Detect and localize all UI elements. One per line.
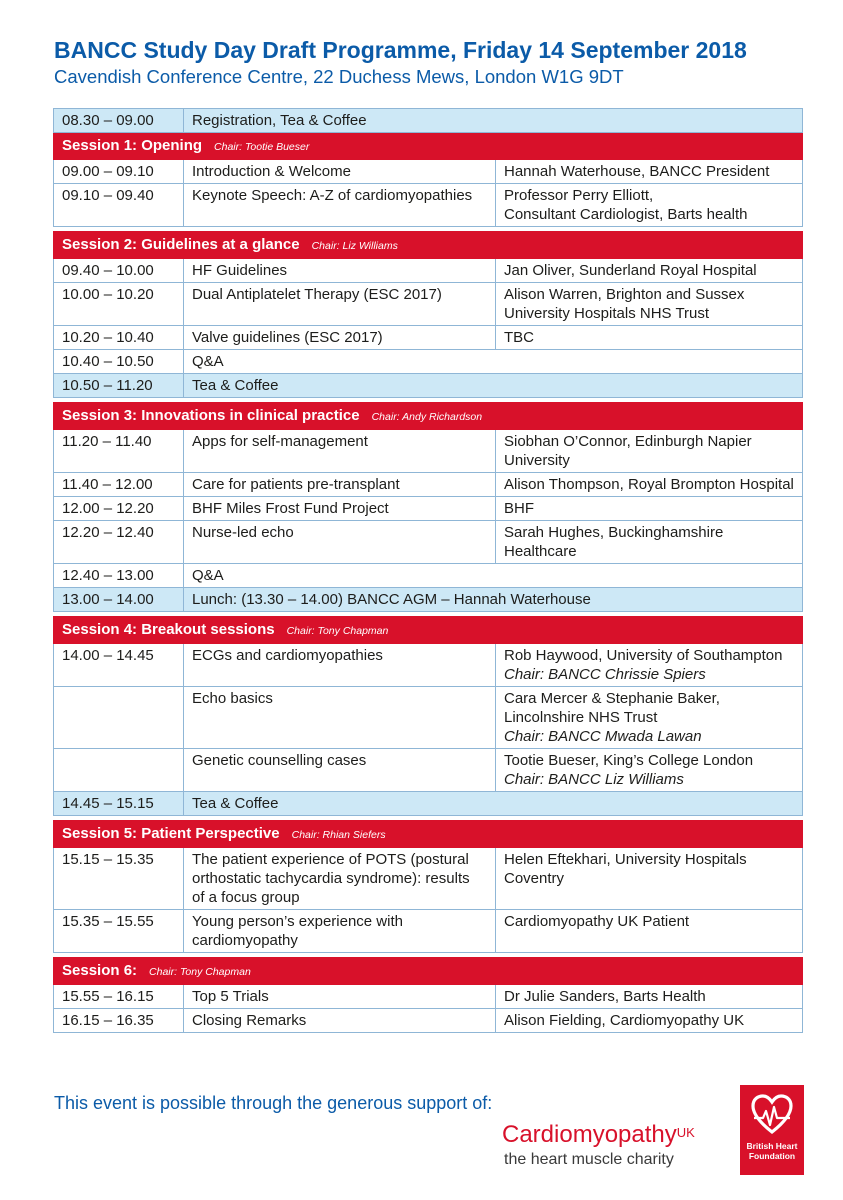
speaker-line: Siobhan O’Connor, Edinburgh Napier xyxy=(504,433,752,450)
time-cell: 09.10 – 09.40 xyxy=(54,184,184,227)
session-label: Session 3: Innovations in clinical practice xyxy=(62,407,360,424)
time-cell: 12.00 – 12.20 xyxy=(54,497,184,521)
title-line: The patient experience of POTS (postural xyxy=(192,851,469,868)
title-cell: Tea & Coffee xyxy=(184,374,803,398)
time-cell: 09.40 – 10.00 xyxy=(54,259,184,283)
time-cell: 12.20 – 12.40 xyxy=(54,521,184,564)
programme-table xyxy=(53,108,803,1033)
session-label: Session 2: Guidelines at a glance xyxy=(62,236,300,253)
time-cell: 10.00 – 10.20 xyxy=(54,283,184,326)
bhf-name: British Heart Foundation xyxy=(746,1141,798,1161)
table-row xyxy=(54,521,803,564)
speaker-cell: Jan Oliver, Sunderland Royal Hospital xyxy=(496,259,803,283)
time-cell: 12.40 – 13.00 xyxy=(54,564,184,588)
table-row xyxy=(54,283,803,326)
support-text: This event is possible through the generous support of: xyxy=(54,1093,493,1113)
table-row xyxy=(54,848,803,910)
title-cell: Q&A xyxy=(184,564,803,588)
speaker-cell xyxy=(496,687,803,749)
title-cell: Dual Antiplatelet Therapy (ESC 2017) xyxy=(184,283,496,326)
speaker-line: University xyxy=(504,452,570,469)
heart-icon xyxy=(748,1091,796,1139)
time-cell: 09.00 – 09.10 xyxy=(54,160,184,184)
time-cell xyxy=(54,749,184,792)
title-cell: Introduction & Welcome xyxy=(184,160,496,184)
title-line: orthostatic tachycardia syndrome): results xyxy=(192,870,470,887)
breakout-chair: Chair: BANCC Chrissie Spiers xyxy=(504,666,706,683)
table-row xyxy=(54,160,803,184)
time-cell: 15.35 – 15.55 xyxy=(54,910,184,953)
speaker-cell xyxy=(496,184,803,227)
cuk-wordmark: Cardiomyopathy$^{UK}$ xyxy=(502,1121,695,1148)
speaker-cell: TBC xyxy=(496,326,803,350)
title-cell: Genetic counselling cases xyxy=(184,749,496,792)
speaker-cell xyxy=(496,848,803,910)
speaker-cell: BHF xyxy=(496,497,803,521)
time-cell: 13.00 – 14.00 xyxy=(54,588,184,612)
speaker-cell: Alison Thompson, Royal Brompton Hospital xyxy=(496,473,803,497)
time-cell: 11.20 – 11.40 xyxy=(54,430,184,473)
table-row xyxy=(54,374,803,398)
session-label: Session 4: Breakout sessions xyxy=(62,621,275,638)
session-header xyxy=(54,821,803,848)
title-line: Young person’s experience with xyxy=(192,913,403,930)
title-cell: Registration, Tea & Coffee xyxy=(184,109,803,133)
speaker-cell: Alison Fielding, Cardiomyopathy UK xyxy=(496,1009,803,1033)
session-header xyxy=(54,617,803,644)
title-line: of a focus group xyxy=(192,889,300,906)
speaker-cell: Sarah Hughes, Buckinghamshire Healthcare xyxy=(496,521,803,564)
table-row xyxy=(54,350,803,374)
breakout-chair: Chair: BANCC Mwada Lawan xyxy=(504,728,702,745)
speaker-line: Alison Warren, Brighton and Sussex xyxy=(504,286,745,303)
speaker-line: Coventry xyxy=(504,870,565,887)
title-cell xyxy=(184,910,496,953)
table-row xyxy=(54,430,803,473)
speaker-line: Cara Mercer & Stephanie Baker, xyxy=(504,690,720,707)
table-row xyxy=(54,473,803,497)
table-row xyxy=(54,1009,803,1033)
table-row xyxy=(54,985,803,1009)
title-cell: Top 5 Trials xyxy=(184,985,496,1009)
speaker-line: University Hospitals NHS Trust xyxy=(504,305,710,322)
session-header xyxy=(54,958,803,985)
time-cell: 10.20 – 10.40 xyxy=(54,326,184,350)
title-cell: Closing Remarks xyxy=(184,1009,496,1033)
title-cell: BHF Miles Frost Fund Project xyxy=(184,497,496,521)
session-header xyxy=(54,232,803,259)
time-cell: 15.55 – 16.15 xyxy=(54,985,184,1009)
table-row xyxy=(54,588,803,612)
title-cell: Nurse-led echo xyxy=(184,521,496,564)
speaker-cell xyxy=(496,430,803,473)
speaker-cell xyxy=(496,749,803,792)
session-chair: Chair: Liz Williams xyxy=(311,240,398,252)
table-row xyxy=(54,184,803,227)
table-row xyxy=(54,749,803,792)
session-label: Session 5: Patient Perspective xyxy=(62,825,280,842)
time-cell: 08.30 – 09.00 xyxy=(54,109,184,133)
session-label: Session 6: xyxy=(62,962,138,979)
breakout-chair: Chair: BANCC Liz Williams xyxy=(504,771,684,788)
title-cell: Lunch: (13.30 – 14.00) BANCC AGM – Hannah Waterhouse xyxy=(184,588,803,612)
session-chair: Chair: Rhian Siefers xyxy=(291,829,386,841)
speaker-cell xyxy=(496,283,803,326)
title-cell: Q&A xyxy=(184,350,803,374)
cuk-tagline: the heart muscle charity xyxy=(504,1151,674,1168)
time-cell: 14.45 – 15.15 xyxy=(54,792,184,816)
time-cell: 14.00 – 14.45 xyxy=(54,644,184,687)
title-cell: HF Guidelines xyxy=(184,259,496,283)
session-chair: Chair: Tootie Bueser xyxy=(214,141,310,153)
table-row xyxy=(54,326,803,350)
title-cell: Care for patients pre-transplant xyxy=(184,473,496,497)
time-cell: 10.50 – 11.20 xyxy=(54,374,184,398)
table-row xyxy=(54,910,803,953)
speaker-cell: Dr Julie Sanders, Barts Health xyxy=(496,985,803,1009)
title-cell: Keynote Speech: A-Z of cardiomyopathies xyxy=(184,184,496,227)
time-cell xyxy=(54,687,184,749)
table-row xyxy=(54,644,803,687)
time-cell: 15.15 – 15.35 xyxy=(54,848,184,910)
table-row xyxy=(54,259,803,283)
time-cell: 16.15 – 16.35 xyxy=(54,1009,184,1033)
table-row xyxy=(54,109,803,133)
title-cell: Echo basics xyxy=(184,687,496,749)
title-cell: ECGs and cardiomyopathies xyxy=(184,644,496,687)
title-line: cardiomyopathy xyxy=(192,932,298,949)
session-chair: Chair: Tony Chapman xyxy=(149,966,251,978)
session-chair: Chair: Andy Richardson xyxy=(371,411,483,423)
table-row xyxy=(54,564,803,588)
session-header xyxy=(54,403,803,430)
cardiomyopathy-uk-logo xyxy=(502,1121,695,1169)
speaker-line: Lincolnshire NHS Trust xyxy=(504,709,658,726)
title-cell: Tea & Coffee xyxy=(184,792,803,816)
speaker-line: Rob Haywood, University of Southampton xyxy=(504,647,783,664)
title-cell: Valve guidelines (ESC 2017) xyxy=(184,326,496,350)
title-cell: Apps for self-management xyxy=(184,430,496,473)
session-chair: Chair: Tony Chapman xyxy=(286,625,389,637)
table-row xyxy=(54,687,803,749)
page-header xyxy=(54,36,747,89)
speaker-line: Helen Eftekhari, University Hospitals xyxy=(504,851,747,868)
time-cell: 10.40 – 10.50 xyxy=(54,350,184,374)
session-label: Session 1: Opening xyxy=(62,137,203,154)
speaker-cell: Cardiomyopathy UK Patient xyxy=(496,910,803,953)
page-title: BANCC Study Day Draft Programme, Friday 14 September 2018 xyxy=(54,37,747,63)
title-cell xyxy=(184,848,496,910)
venue-subtitle: Cavendish Conference Centre, 22 Duchess Mews, London W1G 9DT xyxy=(54,66,624,87)
speaker-line: Tootie Bueser, King’s College London xyxy=(504,752,754,769)
session-header xyxy=(54,133,803,160)
table-row xyxy=(54,792,803,816)
speaker-line: Consultant Cardiologist, Barts health xyxy=(504,206,748,223)
bhf-logo xyxy=(740,1085,804,1175)
time-cell: 11.40 – 12.00 xyxy=(54,473,184,497)
speaker-cell: Hannah Waterhouse, BANCC President xyxy=(496,160,803,184)
speaker-cell xyxy=(496,644,803,687)
table-row xyxy=(54,497,803,521)
speaker-line: Professor Perry Elliott, xyxy=(504,187,654,204)
